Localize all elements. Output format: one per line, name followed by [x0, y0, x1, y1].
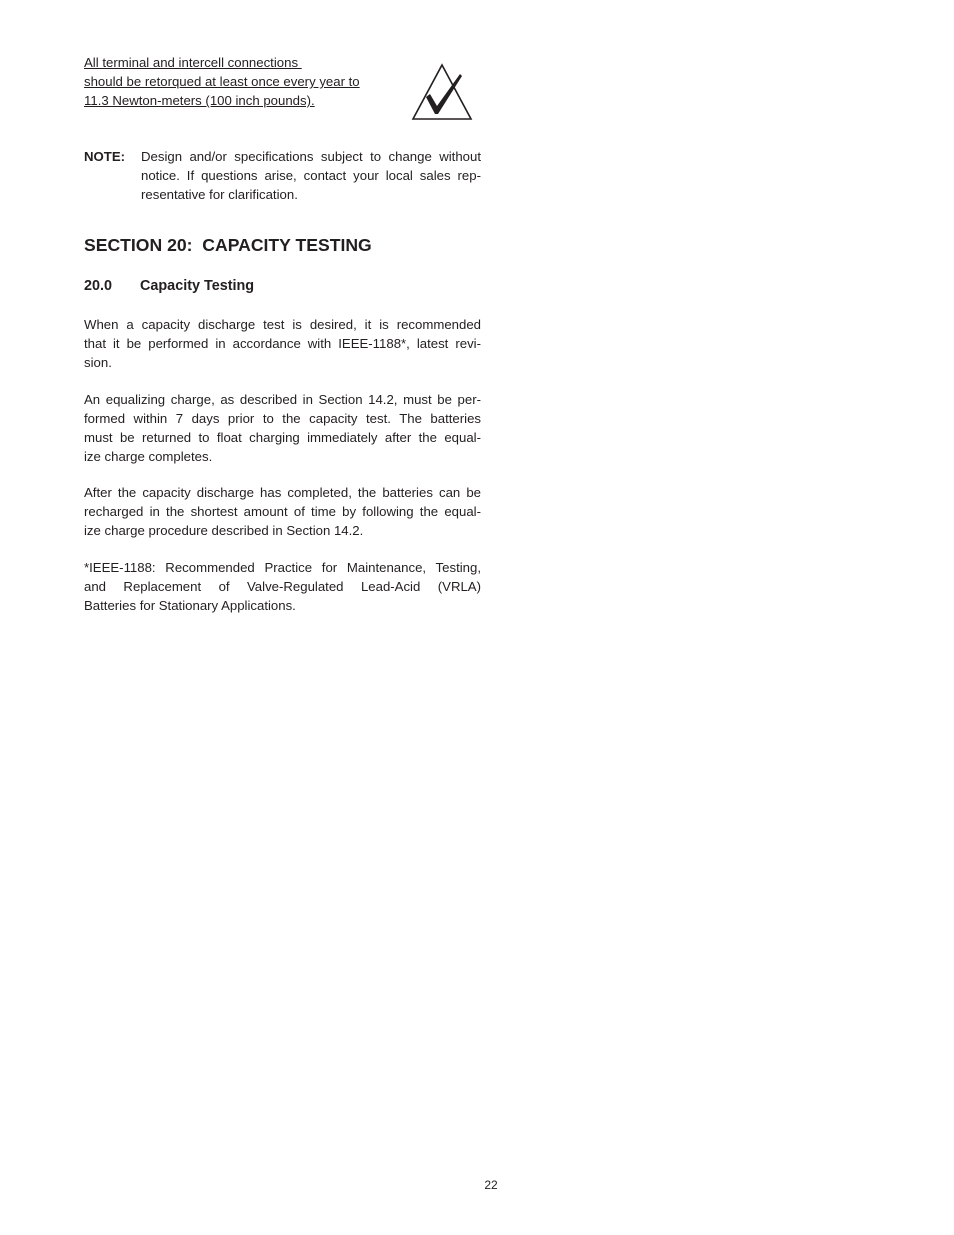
note-line: resentative for clarification.	[141, 187, 298, 202]
paragraph-line: that it be performed in accordance with IEEE-1188*, latest revi-	[84, 336, 481, 351]
paragraph-line: *IEEE-1188: Recommended Practice for Maintenance, Testing,	[84, 560, 481, 575]
paragraph-line: Batteries for Stationary Applications.	[84, 598, 296, 613]
paragraph-recharge	[84, 483, 481, 540]
warning-line: All terminal and intercell connections	[84, 55, 302, 70]
paragraph-line: and Replacement of Valve-Regulated Lead-Acid (VRLA)	[84, 579, 481, 594]
paragraph-line: When a capacity discharge test is desired, it is recommended	[84, 317, 481, 332]
retorque-warning	[84, 53, 484, 123]
section-heading: SECTION 20: CAPACITY TESTING	[84, 235, 372, 255]
warning-line: 11.3 Newton-meters (100 inch pounds).	[84, 93, 315, 108]
note-text	[141, 147, 481, 204]
paragraph-equalizing-charge	[84, 390, 481, 466]
paragraph-line: must be returned to float charging immediately after the equal-	[84, 430, 481, 445]
paragraph-line: sion.	[84, 355, 112, 370]
paragraph-ieee-footnote	[84, 558, 481, 615]
paragraph-ieee-recommendation	[84, 315, 481, 372]
paragraph-line: After the capacity discharge has completed, the batteries can be	[84, 485, 481, 500]
paragraph-line: An equalizing charge, as described in Section 14.2, must be per-	[84, 392, 481, 407]
note-label: NOTE:	[84, 149, 126, 164]
paragraph-line: ize charge procedure described in Section 14.2.	[84, 523, 364, 538]
warning-text	[84, 53, 404, 110]
note-line: Design and/or specifications subject to change without	[141, 149, 481, 164]
subsection-number: 20.0	[84, 278, 113, 294]
subsection-title: Capacity Testing	[140, 278, 255, 294]
page-number: 22	[484, 1178, 498, 1192]
note-line: notice. If questions arise, contact your local sales rep-	[141, 168, 481, 183]
warning-line: should be retorqued at least once every year to	[84, 74, 360, 89]
warning-check-icon	[411, 63, 473, 121]
paragraph-line: formed within 7 days prior to the capacity test. The batteries	[84, 411, 481, 426]
paragraph-line: ize charge completes.	[84, 449, 213, 464]
paragraph-line: recharged in the shortest amount of time by following the equal-	[84, 504, 481, 519]
